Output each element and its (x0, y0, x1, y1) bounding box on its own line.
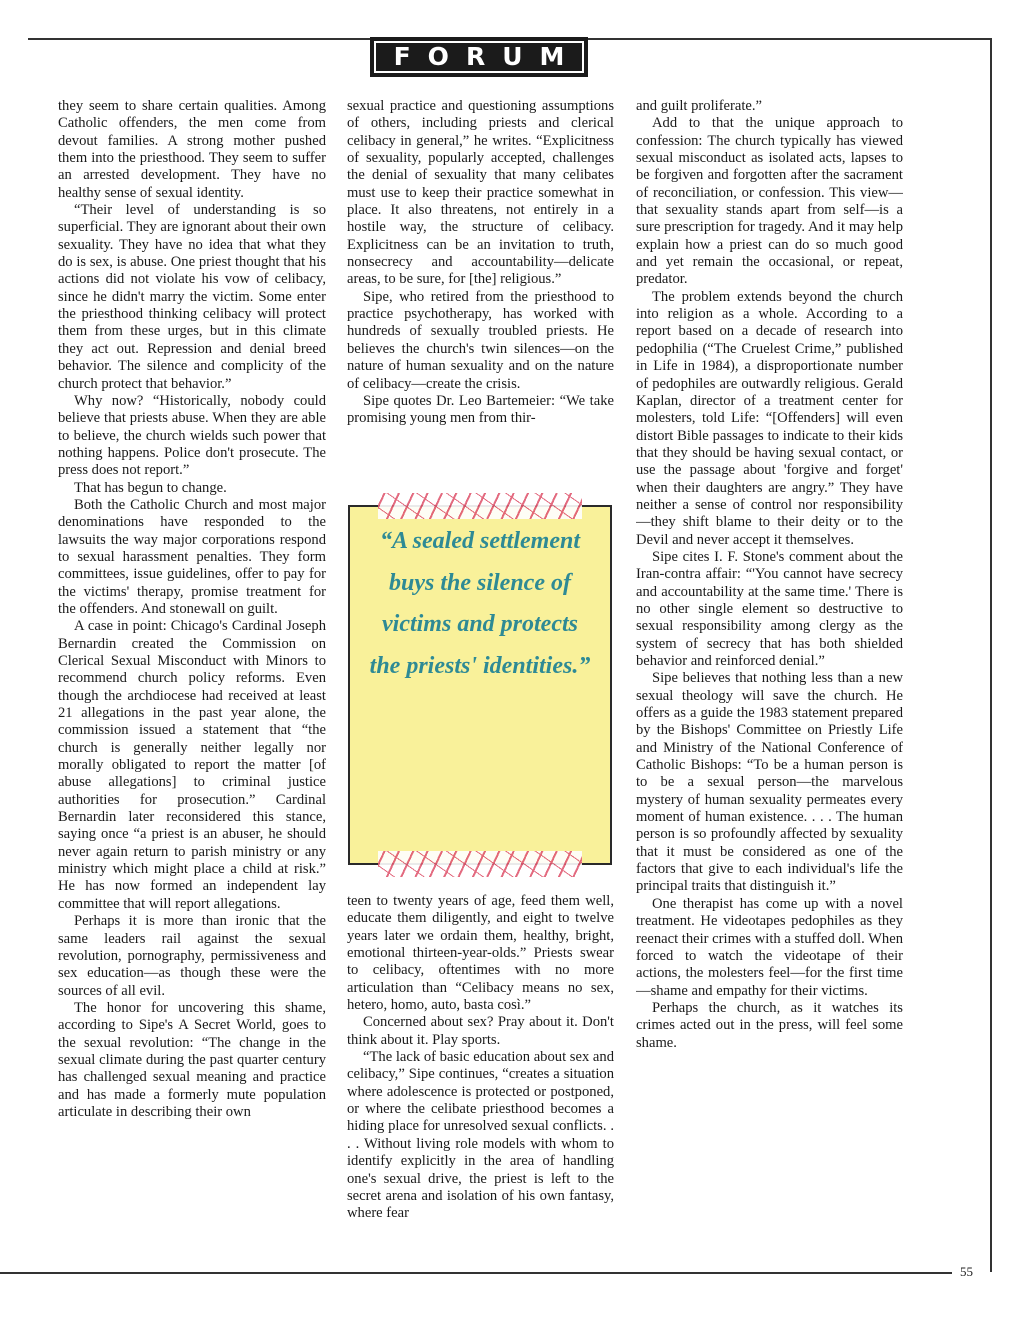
paragraph: Sipe cites I. F. Stone's comment about the Iran-contra affair: “'You cannot have secrecy and accountability at the same time.' There is no other single element so destructive to sexual responsibility among clergy as the system of secrecy that has both shielded behavior and reinforced denial.” (636, 548, 903, 669)
paragraph: they seem to share certain qualities. Among Catholic offenders, the men come from devout families. A strong mother pushed them into the priesthood. They seem to suffer an arrested development. They have no healthy sense of sexual identity. (58, 98, 326, 201)
confetti-ornament (378, 493, 582, 519)
paragraph: sexual practice and questioning assumptions of others, including priests and clerical celibacy in general,” he writes. “Explicitness of sexuality, popularly accepted, challenges the denial of sexuality that many celibates must use to keep their practice somewhat in place. It also threatens, not entirely in a hostile way, the structure of celibacy. Explicitness can be an invitation to truth, nonsecrecy and accountability—delicate areas, to be sure, for [the] religious.” (347, 98, 614, 288)
column-2-continued (347, 893, 614, 1223)
paragraph: A case in point: Chicago's Cardinal Joseph Bernardin created the Commission on Clerical Sexual Misconduct with Minors to recommend church policy reforms. Even though the archdiocese had received at least 21 allegations in the past year alone, the commission issued a statement that “the church is generally neither legally nor morally obligated to report the matter [of abuse allegations] to criminal justice authorities for prosecution.” Cardinal Bernardin later reconsidered this stance, saying once “a priest is an abuser, he should never again return to parish ministry or any ministry which might place a child at risk.” He has now formed an independent lay committee that will report allegations. (58, 618, 326, 912)
paragraph: “The lack of basic education about sex and celibacy,” Sipe continues, “creates a situation where adolescence is protected or postponed, or where the celibate priesthood becomes a hiding place for unresolved sexual conflicts. . . . Without living role models with whom to identify explicitly in the area of handling one's sexual drive, the priest is left to the secret arena and isolation of his own fantasy, where fear (347, 1049, 614, 1222)
paragraph: Sipe quotes Dr. Leo Bartemeier: “We take promising young men from thir- (347, 392, 614, 427)
paragraph: Add to that the unique approach to confession: The church typically has viewed sexual misconduct as isolated acts, lapses to be forgiven and forgotten after the sacrament of reconciliation, or confession. This view—that sexuality stands apart from self—is a sure prescription for tragedy. And it may help explain how a priest can do so much good and yet remain the occasional, or repeat, predator. (636, 115, 903, 288)
paragraph: The honor for uncovering this shame, according to Sipe's A Secret World, goes to the sexual revolution: “The change in the sexual climate during the past quarter century has challenged sexual meaning and practice and has made a formerly mute population articulate in describing their own (58, 999, 326, 1120)
section-banner: FORUM (370, 37, 588, 77)
column-3 (636, 98, 903, 1258)
paragraph: and guilt proliferate.” (636, 98, 763, 114)
pull-quote: “A sealed settlement buys the silence of victims and protects the priests' identities.” (369, 528, 591, 679)
paragraph: Both the Catholic Church and most major denominations have responded to the lawsuits the way major corporations respond to sexual harassment penalties. They form committees, issue guidelines, offer to pay for the victims' therapy, promise treatment for the offenders. And stonewall on guilt. (58, 496, 326, 617)
paragraph: “Their level of understanding is so superficial. They are ignorant about their own sexuality. They have no idea that what they do is sex, is abuse. One priest thought that his actions did not violate his vow of celibacy, since he didn't marry the victim. Some enter the priesthood thinking celibacy will protect them from these urges, but in this climate they act out. Repression and denial breed behavior. The silence and complicity of the church protect that behavior.” (58, 202, 326, 392)
paragraph: Perhaps the church, as it watches its crimes acted out in the press, will feel some shame. (636, 999, 903, 1051)
paragraph: One therapist has come up with a novel treatment. He videotapes pedophiles as they reenact their crimes with a stuffed doll. When forced to watch the videotape of their actions, the molesters feel—for the first time—shame and empathy for their victims. (636, 895, 903, 999)
paragraph: Concerned about sex? Pray about it. Don't think about it. Play sports. (347, 1014, 614, 1048)
column-1 (58, 98, 326, 1258)
paragraph: Sipe, who retired from the priesthood to practice psychotherapy, has worked with hundreds of sexually troubled priests. He believes the church's twin silences—on the nature of human sexuality and on the nature of celibacy—create the crisis. (347, 288, 614, 392)
pull-quote-box (348, 505, 612, 865)
right-rule (990, 38, 992, 1272)
bottom-rule (0, 1272, 952, 1274)
paragraph: Perhaps it is more than ironic that the same leaders rail against the sexual revolution, pornography, permissiveness and sex education—as though these were the sources of all evil. (58, 913, 326, 999)
confetti-ornament (378, 851, 582, 877)
page-number: 55 (960, 1264, 973, 1279)
paragraph: Why now? “Historically, nobody could believe that priests abuse. When they are able to believe, the church wields such power that nothing happens. Police don't prosecute. The press does not report.” (58, 392, 326, 479)
paragraph: That has begun to change. (74, 479, 227, 496)
paragraph: Sipe believes that nothing less than a new sexual theology will save the church. He offers as a guide the 1983 statement prepared by the Bishops' Committee on Priestly Life and Ministry of the National Conference of Catholic Bishops: “To be a human person is to be a sexual person—the marvelous mystery of human sexuality permeates every moment of human existence. . . . The human person is so profoundly affected by sexuality that it must be considered as one of the factors that give to each individual's life the principal traits that distinguish it.” (636, 670, 903, 895)
paragraph: The problem extends beyond the church into religion as a whole. According to a report based on a decade of research into pedophilia (“The Cruelest Crime,” published in Life in 1984), a disproportionate number of pedophiles are outwardly religious. Gerald Kaplan, director of a treatment center for molesters, told Life: “[Offenders] will even distort Bible passages to indicate to their kids that they should be having sexual contact, or use the passage about 'forgive and forget' when their daughters are angry.” They have neither a sense of control nor responsibility—they shift blame to their deity or to the Devil and never accept it themselves. (636, 288, 903, 548)
paragraph: teen to twenty years of age, feed them well, educate them diligently, and eight to twelve years later we ordain them, healthy, bright, emotional thirteen-year-olds.” Priests swear to celibacy, oftentimes with no more articulation than “Celibacy means no sex, hetero, homo, auto, basta così.” (347, 893, 614, 1014)
